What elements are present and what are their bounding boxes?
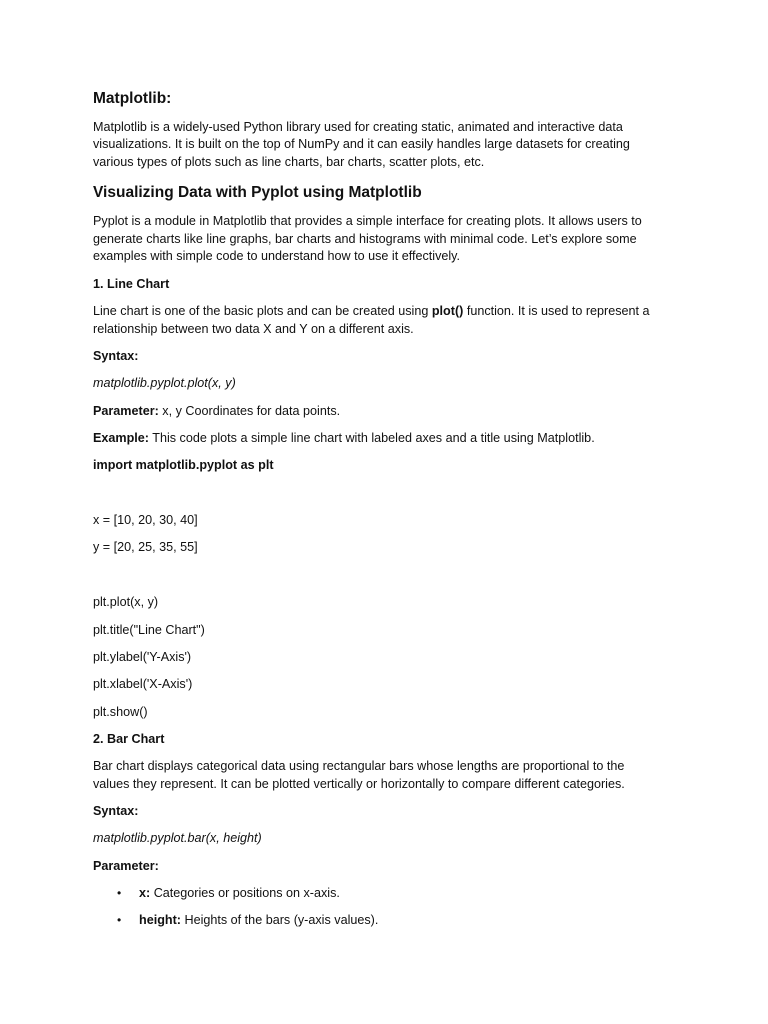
pyplot-line-3: examples with simple code to understand how to use it effectively. [93, 249, 461, 263]
bar-chart-syntax-label: Syntax: [93, 804, 139, 818]
line-chart-desc-1-pre: Line chart is one of the basic plots and can be created using [93, 304, 432, 318]
line-chart-example-label: Example: [93, 431, 149, 445]
bullet-term: height: [139, 913, 181, 927]
line-chart-heading: 1. Line Chart [93, 277, 170, 291]
intro-line-3: various types of plots such as line charts, bar charts, scatter plots, etc. [93, 155, 485, 169]
bar-chart-syntax-code: matplotlib.pyplot.bar(x, height) [93, 831, 262, 845]
code-x: x = [10, 20, 30, 40] [93, 513, 198, 527]
line-chart-desc-2: relationship between two data X and Y on a different axis. [93, 322, 414, 336]
document-title: Matplotlib: [93, 90, 172, 107]
code-title: plt.title("Line Chart") [93, 623, 205, 637]
bar-chart-desc-1: Bar chart displays categorical data using rectangular bars whose lengths are proportional to the [93, 759, 625, 773]
code-xlabel: plt.xlabel('X-Axis') [93, 677, 193, 691]
code-show: plt.show() [93, 705, 148, 719]
line-chart-desc-1 [93, 303, 650, 321]
bullet-desc: Categories or positions on x-axis. [150, 886, 340, 900]
code-plot: plt.plot(x, y) [93, 595, 159, 609]
pyplot-line-1: Pyplot is a module in Matplotlib that provides a simple interface for creating plots. It allows users to [93, 214, 642, 228]
line-chart-parameter [93, 403, 340, 421]
bullet-term: x: [139, 886, 151, 900]
bullet-icon: • [117, 886, 122, 900]
pyplot-line-2: generate charts like line graphs, bar charts and histograms with minimal code. Let’s explore some [93, 232, 637, 246]
line-chart-syntax-code: matplotlib.pyplot.plot(x, y) [93, 376, 236, 390]
bar-chart-parameter-label: Parameter: [93, 859, 159, 873]
line-chart-parameter-label: Parameter: [93, 404, 159, 418]
bar-chart-desc-2: values they represent. It can be plotted vertically or horizontally to compare different categories. [93, 777, 625, 791]
section-heading: Visualizing Data with Pyplot using Matplotlib [93, 184, 422, 201]
line-chart-example [93, 430, 595, 448]
line-chart-syntax-label: Syntax: [93, 349, 139, 363]
bar-chart-heading: 2. Bar Chart [93, 732, 165, 746]
intro-line-2: visualizations. It is built on the top of NumPy and it can easily handles large datasets for creating [93, 137, 630, 151]
bullet-desc: Heights of the bars (y-axis values). [180, 913, 379, 927]
code-y: y = [20, 25, 35, 55] [93, 540, 198, 554]
bullet-icon: • [117, 913, 122, 927]
line-chart-desc-1-post: function. It is used to represent a [463, 304, 650, 318]
plot-function-name: plot() [431, 304, 464, 318]
line-chart-parameter-text: x, y Coordinates for data points. [158, 404, 341, 418]
code-import: import matplotlib.pyplot as plt [93, 458, 274, 472]
code-ylabel: plt.ylabel('Y-Axis') [93, 650, 192, 664]
line-chart-example-text: This code plots a simple line chart with labeled axes and a title using Matplotlib. [149, 431, 595, 445]
intro-line-1: Matplotlib is a widely-used Python library used for creating static, animated and interactive data [93, 120, 623, 134]
